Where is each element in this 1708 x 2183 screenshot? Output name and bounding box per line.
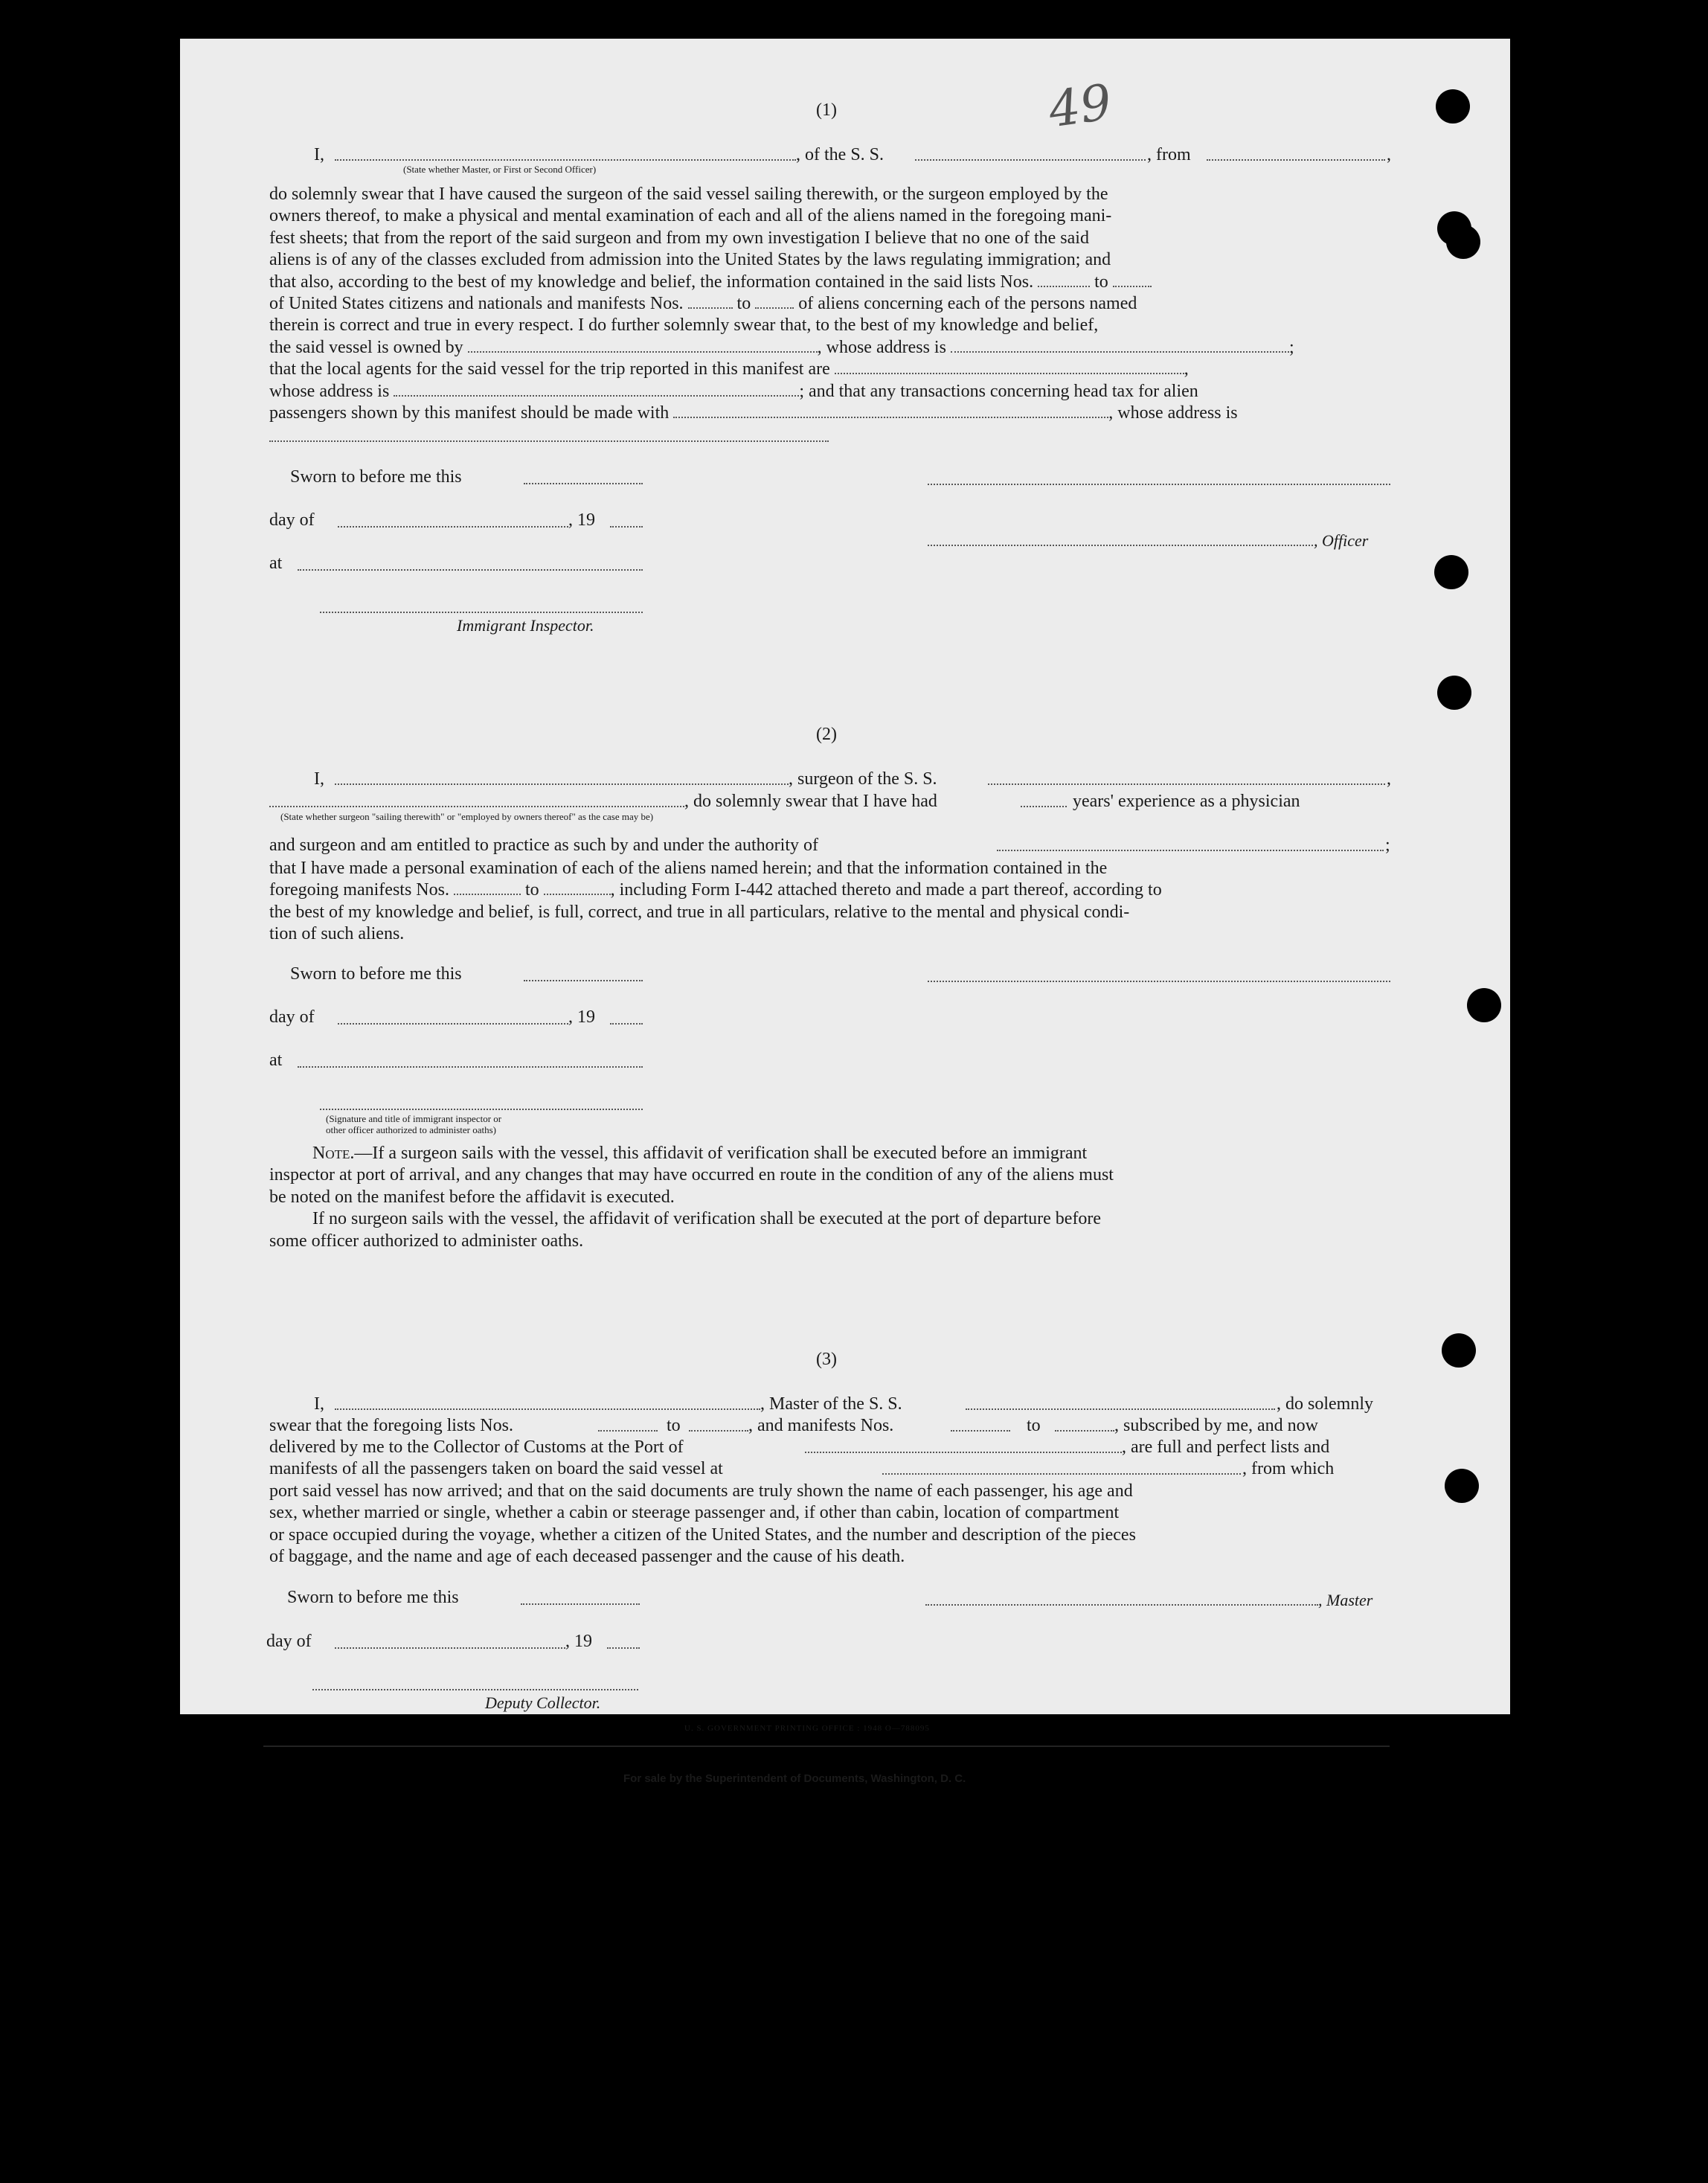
s3-intro-i: I, bbox=[314, 1394, 324, 1414]
s1-place-field[interactable] bbox=[298, 569, 643, 571]
s2-year-label: , 19 bbox=[568, 1007, 595, 1027]
s2-intro-i: I, bbox=[314, 769, 324, 789]
s1-paragraph bbox=[269, 184, 1391, 424]
s3-day-of-label: day of bbox=[266, 1632, 312, 1651]
s1-head-tax-party-field[interactable] bbox=[673, 403, 1108, 418]
s2-line2b: years' experience as a physician bbox=[1073, 792, 1300, 811]
s1-manifests-to-field[interactable] bbox=[755, 294, 794, 309]
s2-line-1: that I have made a personal examination of each of the aliens named herein; and that the information contained in the bbox=[269, 859, 1108, 878]
s2-note-line-5: some officer authorized to administer oaths. bbox=[269, 1231, 584, 1251]
s3-line-6: sex, whether married or single, whether a cabin or steerage passenger and, if other than cabin, location of compartment bbox=[269, 1503, 1120, 1523]
s3-port-field[interactable] bbox=[805, 1452, 1122, 1453]
s1-line-10: whose address is ; and that any transactions concerning head tax for alien bbox=[269, 381, 1198, 401]
s3-manifests-to-field[interactable] bbox=[1055, 1430, 1114, 1432]
s3-sworn-label: Sworn to before me this bbox=[287, 1588, 459, 1607]
s1-line-4: aliens is of any of the classes excluded from admission into the United States by the laws regulating immigration; and bbox=[269, 250, 1111, 270]
s2-manifests-from-field[interactable] bbox=[454, 880, 521, 895]
s3-line4-b: , from which bbox=[1242, 1459, 1335, 1478]
s1-signature-field[interactable] bbox=[928, 484, 1390, 485]
s1-officer-label: , Officer bbox=[1314, 531, 1369, 550]
s2-note-line-3: be noted on the manifest before the affidavit is executed. bbox=[269, 1187, 675, 1207]
s2-line-2: foregoing manifests Nos. to , including Form I-442 attached thereto and made a part thereof, according to bbox=[269, 880, 1162, 900]
s1-line-8: the said vessel is owned by , whose address is ; bbox=[269, 337, 1294, 357]
s2-month-field[interactable] bbox=[338, 1023, 568, 1025]
s2-line-4: tion of such aliens. bbox=[269, 924, 405, 944]
punch-hole bbox=[1467, 988, 1501, 1022]
s3-lists-from-field[interactable] bbox=[598, 1430, 658, 1432]
s3-line4-a: manifests of all the passengers taken on board the said vessel at bbox=[269, 1459, 723, 1478]
punch-hole bbox=[1442, 1333, 1476, 1368]
s1-owner-field[interactable] bbox=[468, 338, 818, 353]
s3-intro-swear: , do solemnly bbox=[1277, 1394, 1373, 1414]
s3-line2-to2: to bbox=[1027, 1416, 1041, 1435]
s2-authority-line: and surgeon and am entitled to practice as such by and under the authority of bbox=[269, 836, 818, 855]
punch-hole bbox=[1445, 1469, 1479, 1503]
s2-ship-name-field[interactable] bbox=[988, 783, 1385, 785]
punch-hole bbox=[1446, 225, 1480, 259]
s1-sworn-date-field[interactable] bbox=[524, 483, 643, 484]
s3-line3-a: delivered by me to the Collector of Customs at the Port of bbox=[269, 1437, 684, 1457]
handwritten-page-number: 49 bbox=[1045, 73, 1115, 139]
s2-sig-caption-1: (Signature and title of immigrant inspector or bbox=[326, 1113, 502, 1124]
s3-master-signature-field[interactable] bbox=[925, 1604, 1318, 1606]
s3-intro-master: , Master of the S. S. bbox=[760, 1394, 902, 1414]
s3-lists-to-field[interactable] bbox=[689, 1430, 748, 1432]
s1-day-of-label: day of bbox=[269, 510, 315, 530]
section-2-number: (2) bbox=[816, 725, 837, 744]
s3-line2-to: to bbox=[667, 1416, 681, 1435]
punch-hole bbox=[1436, 89, 1470, 124]
s2-sworn-date-field[interactable] bbox=[524, 980, 643, 981]
s3-deputy-label: Deputy Collector. bbox=[485, 1693, 601, 1712]
s2-surgeon-name-field[interactable] bbox=[335, 783, 789, 785]
s1-line-2: owners thereof, to make a physical and mental examination of each and all of the aliens named in the foregoing mani- bbox=[269, 206, 1112, 226]
s3-master-label: , Master bbox=[1318, 1591, 1373, 1609]
s1-officer-signature-field[interactable] bbox=[928, 545, 1313, 546]
s1-officer-name-field[interactable] bbox=[335, 159, 796, 161]
s3-paragraph bbox=[269, 1481, 1391, 1568]
s1-line-3: fest sheets; that from the report of the said surgeon and from my own investigation I believe that no one of the said bbox=[269, 228, 1089, 248]
s1-agents-field[interactable] bbox=[835, 359, 1184, 374]
s1-from-port-field[interactable] bbox=[1207, 159, 1385, 161]
s3-ship-name-field[interactable] bbox=[966, 1408, 1275, 1410]
s1-intro-from: , from bbox=[1147, 145, 1191, 164]
s2-intro-comma: , bbox=[1387, 769, 1391, 789]
s2-signature-field[interactable] bbox=[928, 981, 1390, 982]
s1-manifests-from-field[interactable] bbox=[688, 294, 733, 309]
s2-inspector-signature-field[interactable] bbox=[320, 1109, 643, 1110]
footer-rule bbox=[263, 1746, 1390, 1747]
s1-at-label: at bbox=[269, 554, 283, 573]
s2-day-of-label: day of bbox=[269, 1007, 315, 1027]
s2-manifests-to-field[interactable] bbox=[544, 880, 611, 895]
s2-surgeon-status-field[interactable] bbox=[269, 806, 684, 807]
s2-note-label: Note. bbox=[312, 1144, 355, 1163]
s3-line2-a: swear that the foregoing lists Nos. bbox=[269, 1416, 513, 1435]
s2-years-field[interactable] bbox=[1021, 806, 1067, 807]
s3-line3-b: , are full and perfect lists and bbox=[1122, 1437, 1330, 1457]
s2-year-field[interactable] bbox=[610, 1023, 643, 1025]
s2-at-label: at bbox=[269, 1051, 283, 1070]
s3-year-label: , 19 bbox=[565, 1632, 592, 1651]
punch-hole bbox=[1437, 676, 1471, 710]
s1-agents-address-field[interactable] bbox=[394, 382, 799, 397]
s2-sworn-label: Sworn to before me this bbox=[290, 964, 462, 984]
s2-authority-semicolon: ; bbox=[1385, 836, 1390, 855]
section-3-number: (3) bbox=[816, 1350, 837, 1369]
s2-caption: (State whether surgeon "sailing therewith" or "employed by owners thereof" as the case may be) bbox=[280, 811, 654, 822]
s3-line2-c: , subscribed by me, and now bbox=[1114, 1416, 1318, 1435]
s3-master-name-field[interactable] bbox=[335, 1408, 760, 1410]
s1-inspector-signature-field[interactable] bbox=[320, 612, 643, 613]
s1-line-7: therein is correct and true in every respect. I do further solemnly swear that, to the best of my knowledge and belief, bbox=[269, 315, 1099, 336]
s1-line-11: passengers shown by this manifest should be made with , whose address is bbox=[269, 403, 1238, 423]
s2-place-field[interactable] bbox=[298, 1066, 643, 1068]
s1-year-field[interactable] bbox=[610, 526, 643, 528]
s1-year-label: , 19 bbox=[568, 510, 595, 530]
s1-caption: (State whether Master, or First or Second Officer) bbox=[403, 164, 597, 175]
s3-month-field[interactable] bbox=[335, 1647, 565, 1649]
s1-line-6: of United States citizens and nationals and manifests Nos. to of aliens concerning each of the persons named bbox=[269, 294, 1137, 314]
s2-note-line-4: If no surgeon sails with the vessel, the affidavit of verification shall be executed at the port of departure before bbox=[312, 1209, 1102, 1229]
section-1-number: (1) bbox=[816, 100, 837, 120]
s1-line-1: do solemnly swear that I have caused the surgeon of the said vessel sailing therewith, or the surgeon employed by the bbox=[269, 185, 1108, 204]
punch-hole bbox=[1442, 1804, 1476, 1838]
s2-sig-caption-2: other officer authorized to administer oaths) bbox=[326, 1124, 496, 1135]
s3-line-5: port said vessel has now arrived; and that on the said documents are truly shown the name of each passenger, his age and bbox=[269, 1481, 1133, 1501]
s2-line-3: the best of my knowledge and belief, is full, correct, and true in all particulars, relative to the mental and physical condi- bbox=[269, 902, 1130, 922]
s3-embark-port-field[interactable] bbox=[882, 1473, 1241, 1475]
s1-month-field[interactable] bbox=[338, 526, 568, 528]
s1-owner-address-field[interactable] bbox=[951, 338, 1289, 353]
printing-office-line: U. S. GOVERNMENT PRINTING OFFICE : 1948 O—788095 bbox=[684, 1724, 930, 1733]
s3-year-field[interactable] bbox=[607, 1647, 640, 1649]
s1-head-tax-address-field[interactable] bbox=[269, 440, 829, 442]
punch-hole bbox=[1442, 1899, 1476, 1933]
form-page bbox=[180, 39, 1510, 1785]
s1-line-9: that the local agents for the said vessel for the trip reported in this manifest are , bbox=[269, 359, 1189, 379]
s1-inspector-label: Immigrant Inspector. bbox=[457, 616, 594, 635]
s2-note bbox=[269, 1143, 1391, 1252]
s3-line-7: or space occupied during the voyage, whether a citizen of the United States, and the number and description of the pieces bbox=[269, 1525, 1136, 1545]
s1-lists-to-field[interactable] bbox=[1113, 272, 1152, 287]
s2-note-line-1: Note.—If a surgeon sails with the vessel, this affidavit of verification shall be executed before an immigrant bbox=[312, 1144, 1088, 1163]
s2-authority-field[interactable] bbox=[997, 850, 1384, 851]
s2-paragraph bbox=[269, 858, 1391, 946]
s3-line2-b: , and manifests Nos. bbox=[748, 1416, 894, 1435]
s1-lists-from-field[interactable] bbox=[1038, 272, 1090, 287]
sale-notice: For sale by the Superintendent of Documents, Washington, D. C. bbox=[623, 1772, 966, 1785]
s1-intro-i: I, bbox=[314, 145, 324, 164]
s3-manifests-from-field[interactable] bbox=[951, 1430, 1010, 1432]
s3-sworn-date-field[interactable] bbox=[521, 1603, 640, 1605]
s3-line-8: of baggage, and the name and age of each deceased passenger and the cause of his death. bbox=[269, 1547, 905, 1567]
punch-hole bbox=[1434, 555, 1468, 589]
s1-sworn-label: Sworn to before me this bbox=[290, 467, 462, 487]
s2-line2: , do solemnly swear that I have had bbox=[684, 792, 937, 811]
s1-intro-comma: , bbox=[1387, 145, 1391, 164]
s3-deputy-signature-field[interactable] bbox=[312, 1689, 638, 1690]
s1-line-5: that also, according to the best of my knowledge and belief, the information contained in the said lists Nos. to bbox=[269, 272, 1391, 293]
s2-intro-surgeon: , surgeon of the S. S. bbox=[789, 769, 937, 789]
s1-intro-ss: , of the S. S. bbox=[796, 145, 884, 164]
s2-note-line-2: inspector at port of arrival, and any changes that may have occurred en route in the condition of any of the aliens must bbox=[269, 1165, 1114, 1185]
s1-ship-name-field[interactable] bbox=[915, 159, 1146, 161]
